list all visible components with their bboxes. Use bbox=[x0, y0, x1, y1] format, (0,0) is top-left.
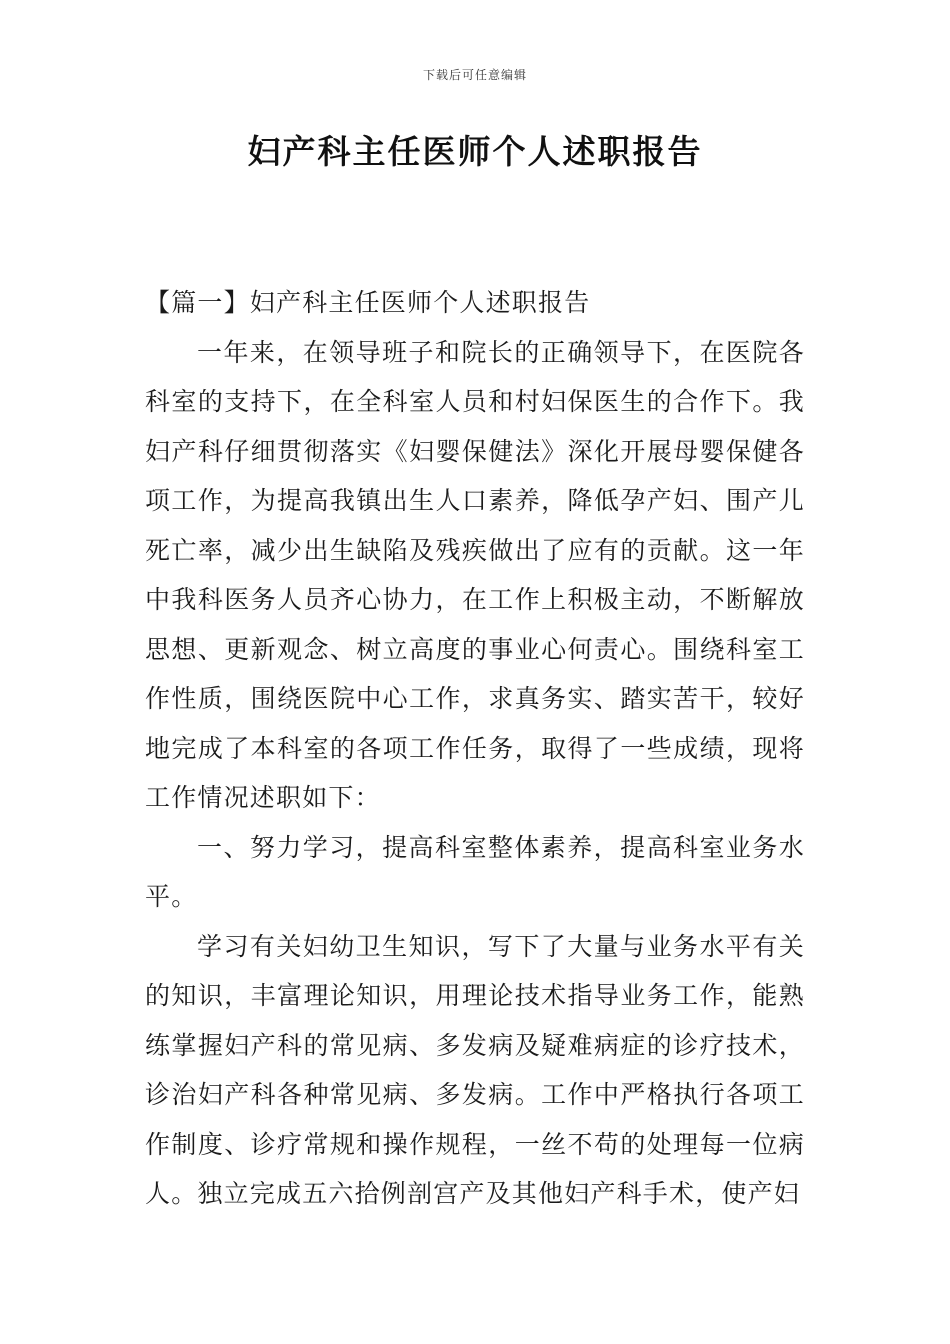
paragraph-study: 学习有关妇幼卫生知识，写下了大量与业务水平有关的知识，丰富理论知识，用理论技术指导业务工作，能熟练掌握妇产科的常见病、多发病及疑难病症的诊疗技术，诊治妇产科各种常见病、多发病。工作中严格执行各项工作制度、诊疗常规和操作规程，一丝不苟的处理每一位病人。独立完成五六拾例剖宫产及其他妇产科手术，使产妇 bbox=[145, 931, 805, 1208]
paragraph-intro: 一年来，在领导班子和院长的正确领导下，在医院各科室的支持下，在全科室人员和村妇保医生的合作下。我妇产科仔细贯彻落实《妇婴保健法》深化开展母婴保健各项工作，为提高我镇出生人口素养，降低孕产妇、围产儿死亡率，减少出生缺陷及残疾做出了应有的贡献。这一年中我科医务人员齐心协力，在工作上积极主动，不断解放思想、更新观念、树立高度的事业心何责心。围绕科室工作性质，围绕医院中心工作，求真务实、踏实苦干，较好地完成了本科室的各项工作任务，取得了一些成绩，现将工作情况述职如下： bbox=[145, 337, 805, 812]
document-title: 妇产科主任医师个人述职报告 bbox=[247, 132, 703, 171]
header-note: 下载后可任意编辑 bbox=[422, 68, 527, 82]
paragraph-section-one-heading: 一、努力学习，提高科室整体素养，提高科室业务水平。 bbox=[145, 832, 805, 911]
section-heading: 【篇一】妇产科主任医师个人述职报告 bbox=[145, 288, 591, 317]
document-body bbox=[145, 278, 805, 1219]
